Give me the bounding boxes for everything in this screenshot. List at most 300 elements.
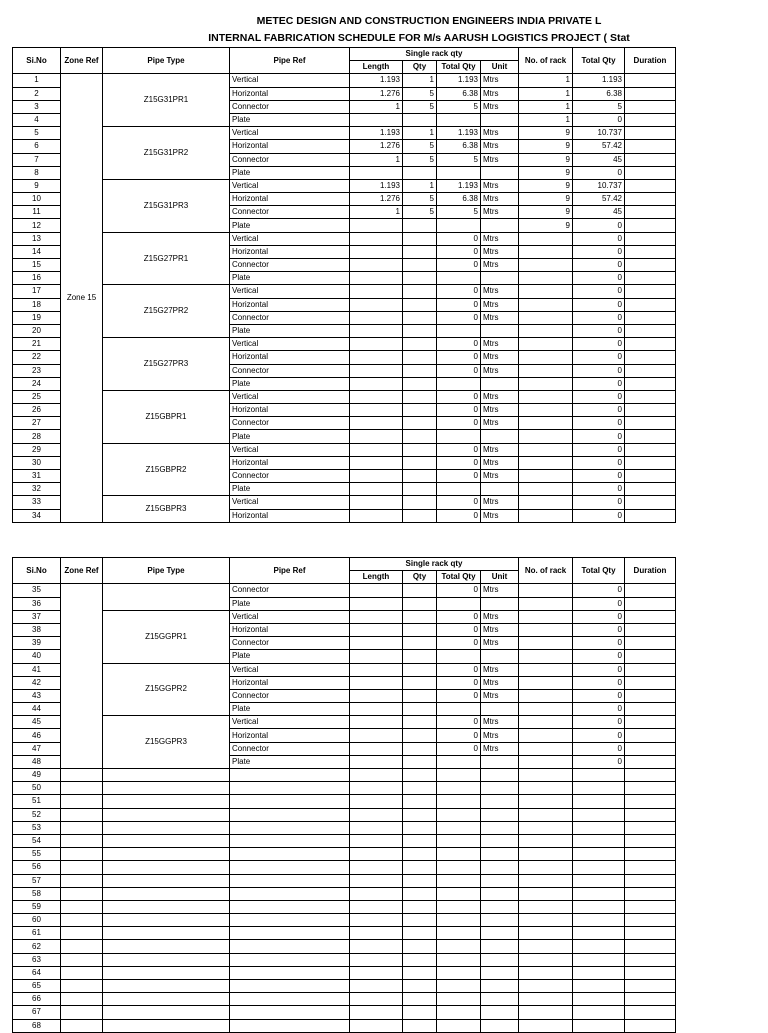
length-cell [350,584,403,597]
header-zone-ref: Zone Ref [61,558,103,584]
sino-cell: 13 [13,232,61,245]
empty-cell [625,927,676,940]
table-row [13,496,676,509]
sino-cell: 33 [13,496,61,509]
empty-cell [481,1006,519,1019]
single-total-qty-cell [437,430,481,443]
empty-cell [350,861,403,874]
empty-cell [625,821,676,834]
empty-cell [625,980,676,993]
length-cell [350,113,403,126]
empty-cell [437,808,481,821]
duration-cell [625,100,676,113]
duration-cell [625,623,676,636]
empty-cell [103,1019,230,1032]
empty-cell [519,861,573,874]
empty-cell [573,861,625,874]
length-cell [350,509,403,522]
qty-cell [403,509,437,522]
length-cell [350,637,403,650]
duration-cell [625,298,676,311]
empty-cell [519,808,573,821]
header-qty: Qty [403,571,437,584]
duration-cell [625,404,676,417]
total-qty-cell: 0 [573,377,625,390]
unit-cell: Mtrs [481,179,519,192]
empty-cell [519,940,573,953]
empty-cell [437,887,481,900]
unit-cell: Mtrs [481,351,519,364]
header-unit: Unit [481,571,519,584]
empty-cell [350,900,403,913]
empty-cell [230,927,350,940]
sino-cell: 3 [13,100,61,113]
empty-cell [573,808,625,821]
pipe-type-cell: Z15G27PR2 [103,285,230,338]
single-total-qty-cell: 0 [437,390,481,403]
qty-cell [403,417,437,430]
sino-cell: 49 [13,769,61,782]
pipe-ref-cell: Plate [230,755,350,768]
single-total-qty-cell: 0 [437,610,481,623]
length-cell [350,483,403,496]
single-total-qty-cell: 0 [437,470,481,483]
length-cell [350,298,403,311]
total-qty-cell: 0 [573,298,625,311]
no-of-rack-cell [519,311,573,324]
no-of-rack-cell [519,470,573,483]
qty-cell [403,338,437,351]
sino-cell: 9 [13,179,61,192]
single-total-qty-cell: 5 [437,153,481,166]
header-duration: Duration [625,558,676,584]
empty-cell [403,966,437,979]
total-qty-cell: 0 [573,483,625,496]
sino-cell: 67 [13,1006,61,1019]
header-no-of-rack: No. of rack [519,558,573,584]
total-qty-cell: 0 [573,496,625,509]
total-qty-cell: 45 [573,206,625,219]
length-cell: 1 [350,153,403,166]
total-qty-cell: 0 [573,597,625,610]
table-row [13,232,676,245]
length-cell [350,259,403,272]
pipe-ref-cell: Horizontal [230,676,350,689]
header-pipe-ref: Pipe Ref [230,558,350,584]
sino-cell: 18 [13,298,61,311]
length-cell: 1.193 [350,74,403,87]
sino-cell: 68 [13,1019,61,1032]
qty-cell [403,443,437,456]
unit-cell [481,430,519,443]
length-cell [350,404,403,417]
unit-cell [481,483,519,496]
pipe-ref-cell: Connector [230,470,350,483]
empty-cell [61,887,103,900]
sino-cell: 40 [13,650,61,663]
single-total-qty-cell: 0 [437,232,481,245]
empty-cell [437,953,481,966]
empty-cell [403,900,437,913]
no-of-rack-cell: 9 [519,127,573,140]
duration-cell [625,87,676,100]
no-of-rack-cell [519,689,573,702]
pipe-ref-cell: Connector [230,637,350,650]
sino-cell: 57 [13,874,61,887]
empty-cell [350,940,403,953]
no-of-rack-cell [519,584,573,597]
single-total-qty-cell: 0 [437,584,481,597]
qty-cell [403,272,437,285]
sino-cell: 26 [13,404,61,417]
empty-cell [103,940,230,953]
table-row [13,848,676,861]
pipe-ref-cell: Connector [230,742,350,755]
total-qty-cell: 1.193 [573,74,625,87]
fabrication-table-page-1 [12,47,676,523]
length-cell [350,689,403,702]
empty-cell [519,966,573,979]
pipe-ref-cell: Horizontal [230,193,350,206]
unit-cell: Mtrs [481,245,519,258]
unit-cell: Mtrs [481,742,519,755]
single-total-qty-cell [437,113,481,126]
sino-cell: 27 [13,417,61,430]
empty-cell [519,953,573,966]
duration-cell [625,245,676,258]
pipe-ref-cell: Plate [230,703,350,716]
pipe-ref-cell: Plate [230,166,350,179]
empty-cell [573,769,625,782]
single-total-qty-cell: 0 [437,298,481,311]
empty-cell [230,795,350,808]
total-qty-cell: 0 [573,324,625,337]
pipe-ref-cell: Connector [230,689,350,702]
single-total-qty-cell [437,324,481,337]
header-total-qty: Total Qty [573,558,625,584]
empty-cell [230,914,350,927]
pipe-ref-cell: Vertical [230,179,350,192]
empty-cell [103,927,230,940]
empty-cell [403,874,437,887]
single-total-qty-cell: 0 [437,351,481,364]
total-qty-cell: 0 [573,742,625,755]
empty-cell [350,848,403,861]
empty-cell [350,1006,403,1019]
header-pipe-type: Pipe Type [103,558,230,584]
duration-cell [625,193,676,206]
sino-cell: 19 [13,311,61,324]
single-total-qty-cell: 0 [437,689,481,702]
pipe-type-cell: Z15GBPR2 [103,443,230,496]
empty-cell [403,769,437,782]
pipe-ref-cell: Connector [230,206,350,219]
no-of-rack-cell: 1 [519,74,573,87]
total-qty-cell: 45 [573,153,625,166]
sino-cell: 31 [13,470,61,483]
unit-cell: Mtrs [481,637,519,650]
total-qty-cell: 0 [573,470,625,483]
single-total-qty-cell: 0 [437,663,481,676]
empty-cell [350,834,403,847]
sino-cell: 42 [13,676,61,689]
sino-cell: 24 [13,377,61,390]
no-of-rack-cell: 9 [519,140,573,153]
duration-cell [625,483,676,496]
empty-cell [481,953,519,966]
unit-cell: Mtrs [481,390,519,403]
duration-cell [625,351,676,364]
sheet-page-2 [0,557,768,1030]
duration-cell [625,219,676,232]
empty-cell [437,821,481,834]
pipe-ref-cell: Plate [230,483,350,496]
empty-cell [481,769,519,782]
empty-cell [437,795,481,808]
empty-cell [437,940,481,953]
length-cell [350,351,403,364]
length-cell [350,285,403,298]
qty-cell [403,364,437,377]
empty-cell [573,900,625,913]
duration-cell [625,153,676,166]
empty-cell [573,874,625,887]
pipe-type-cell: Z15GGPR2 [103,663,230,716]
single-total-qty-cell: 5 [437,206,481,219]
unit-cell [481,272,519,285]
sino-cell: 43 [13,689,61,702]
empty-cell [103,782,230,795]
duration-cell [625,206,676,219]
empty-cell [403,795,437,808]
table-row [13,874,676,887]
qty-cell [403,259,437,272]
empty-cell [625,887,676,900]
empty-cell [103,953,230,966]
table-row [13,980,676,993]
empty-cell [61,900,103,913]
sino-cell: 44 [13,703,61,716]
single-total-qty-cell: 0 [437,509,481,522]
duration-cell [625,456,676,469]
empty-cell [350,887,403,900]
empty-cell [61,782,103,795]
length-cell [350,417,403,430]
pipe-ref-cell: Horizontal [230,729,350,742]
pipe-ref-cell: Vertical [230,390,350,403]
duration-cell [625,377,676,390]
single-total-qty-cell: 0 [437,404,481,417]
sino-cell: 32 [13,483,61,496]
header-single-total-qty: Total Qty [437,571,481,584]
qty-cell [403,377,437,390]
empty-cell [350,953,403,966]
empty-cell [61,848,103,861]
single-total-qty-cell: 1.193 [437,179,481,192]
length-cell [350,676,403,689]
pipe-ref-cell: Plate [230,113,350,126]
empty-cell [103,769,230,782]
length-cell [350,430,403,443]
table-row [13,821,676,834]
empty-cell [350,993,403,1006]
empty-cell [519,848,573,861]
empty-cell [573,795,625,808]
zone-ref-cell [61,584,103,769]
single-total-qty-cell: 0 [437,456,481,469]
no-of-rack-cell [519,377,573,390]
pipe-ref-cell: Connector [230,153,350,166]
single-total-qty-cell: 0 [437,311,481,324]
empty-cell [437,848,481,861]
length-cell [350,272,403,285]
total-qty-cell: 0 [573,729,625,742]
unit-cell [481,113,519,126]
empty-cell [625,914,676,927]
qty-cell [403,716,437,729]
length-cell [350,377,403,390]
length-cell: 1 [350,206,403,219]
length-cell: 1 [350,100,403,113]
empty-cell [103,808,230,821]
no-of-rack-cell [519,663,573,676]
header-zone-ref: Zone Ref [61,48,103,74]
duration-cell [625,637,676,650]
no-of-rack-cell [519,496,573,509]
empty-cell [573,914,625,927]
no-of-rack-cell: 1 [519,113,573,126]
single-total-qty-cell [437,377,481,390]
empty-cell [519,769,573,782]
unit-cell [481,324,519,337]
company-title: METEC DESIGN AND CONSTRUCTION ENGINEERS INDIA PRIVATE L [256,15,602,27]
unit-cell [481,377,519,390]
length-cell [350,610,403,623]
empty-cell [625,874,676,887]
no-of-rack-cell [519,417,573,430]
qty-cell [403,676,437,689]
header-single-rack-qty: Single rack qty [350,558,519,571]
qty-cell [403,390,437,403]
unit-cell: Mtrs [481,338,519,351]
pipe-ref-cell: Horizontal [230,404,350,417]
no-of-rack-cell: 1 [519,87,573,100]
unit-cell: Mtrs [481,623,519,636]
sino-cell: 22 [13,351,61,364]
sino-cell: 6 [13,140,61,153]
unit-cell [481,755,519,768]
pipe-ref-cell: Horizontal [230,509,350,522]
no-of-rack-cell [519,755,573,768]
single-total-qty-cell: 6.38 [437,87,481,100]
qty-cell [403,430,437,443]
no-of-rack-cell [519,390,573,403]
pipe-ref-cell: Horizontal [230,140,350,153]
empty-cell [103,993,230,1006]
empty-cell [573,848,625,861]
pipe-ref-cell: Horizontal [230,351,350,364]
empty-cell [61,1006,103,1019]
empty-cell [61,993,103,1006]
single-total-qty-cell: 0 [437,285,481,298]
table-row [13,861,676,874]
sino-cell: 29 [13,443,61,456]
table-row [13,795,676,808]
empty-cell [437,861,481,874]
empty-cell [437,914,481,927]
empty-cell [61,927,103,940]
pipe-type-cell: Z15GGPR1 [103,610,230,663]
duration-cell [625,663,676,676]
sino-cell: 38 [13,623,61,636]
empty-cell [481,848,519,861]
duration-cell [625,496,676,509]
sino-cell: 36 [13,597,61,610]
schedule-title: INTERNAL FABRICATION SCHEDULE FOR M/s AARUSH LOGISTICS PROJECT ( Stat [208,32,630,44]
sino-cell: 58 [13,887,61,900]
empty-cell [573,782,625,795]
empty-cell [403,848,437,861]
total-qty-cell: 0 [573,663,625,676]
single-total-qty-cell [437,166,481,179]
pipe-ref-cell: Plate [230,272,350,285]
pipe-ref-cell: Vertical [230,74,350,87]
qty-cell [403,404,437,417]
duration-cell [625,597,676,610]
unit-cell: Mtrs [481,298,519,311]
empty-cell [230,821,350,834]
qty-cell [403,755,437,768]
no-of-rack-cell [519,676,573,689]
duration-cell [625,311,676,324]
table-row [13,1019,676,1032]
empty-cell [230,874,350,887]
single-total-qty-cell: 6.38 [437,193,481,206]
length-cell [350,703,403,716]
no-of-rack-cell: 9 [519,206,573,219]
pipe-ref-cell: Vertical [230,663,350,676]
empty-cell [481,874,519,887]
empty-cell [519,874,573,887]
single-total-qty-cell: 0 [437,496,481,509]
header-total-qty: Total Qty [573,48,625,74]
empty-cell [61,953,103,966]
table-row [13,782,676,795]
unit-cell: Mtrs [481,716,519,729]
empty-cell [103,914,230,927]
empty-cell [573,953,625,966]
sino-cell: 53 [13,821,61,834]
pipe-ref-cell: Plate [230,597,350,610]
qty-cell [403,496,437,509]
length-cell [350,324,403,337]
empty-cell [437,1019,481,1032]
pipe-ref-cell: Vertical [230,496,350,509]
unit-cell: Mtrs [481,87,519,100]
single-total-qty-cell: 0 [437,729,481,742]
empty-cell [519,927,573,940]
qty-cell: 5 [403,140,437,153]
unit-cell [481,703,519,716]
no-of-rack-cell [519,364,573,377]
unit-cell: Mtrs [481,663,519,676]
single-total-qty-cell: 0 [437,637,481,650]
single-total-qty-cell [437,597,481,610]
no-of-rack-cell [519,351,573,364]
sino-cell: 21 [13,338,61,351]
total-qty-cell: 0 [573,272,625,285]
empty-cell [625,900,676,913]
